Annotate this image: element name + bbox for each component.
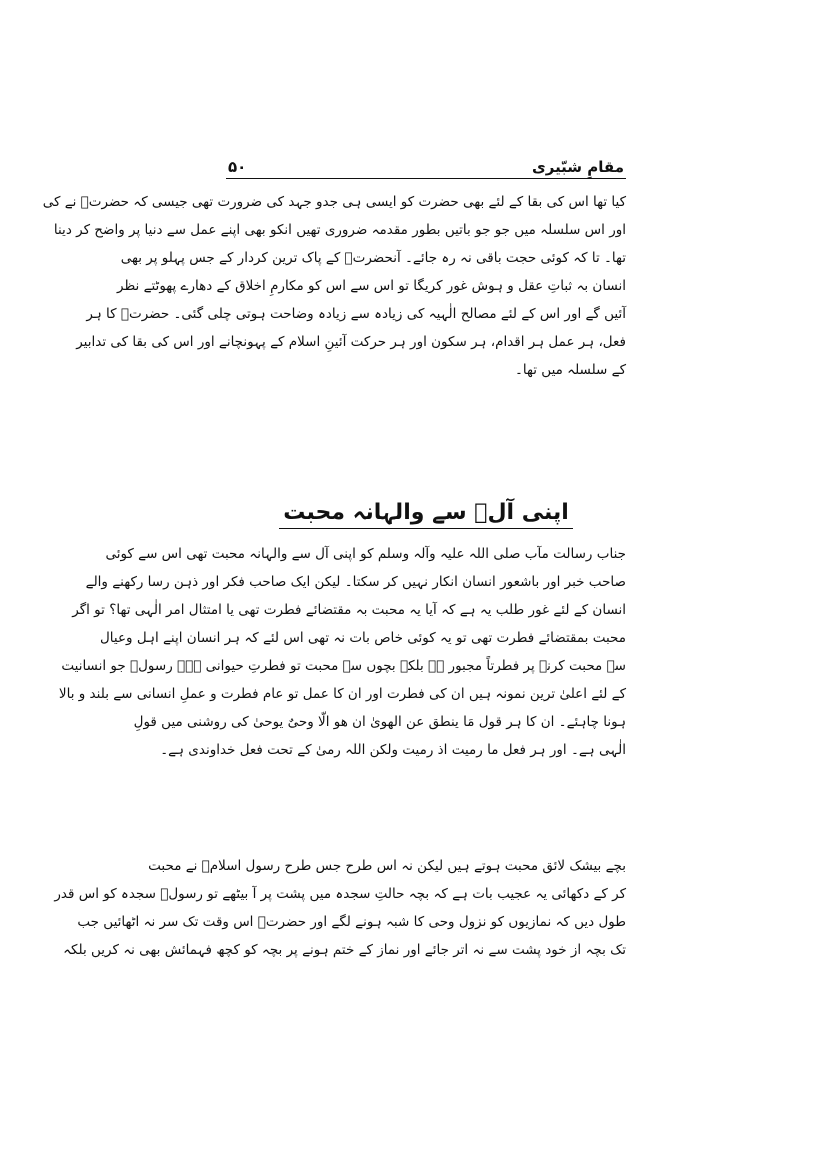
text-line: بچے بیشک لائق محبت ہوتے ہیں لیکن نہ اس طرح جس طرح رسول اسلامؐ نے محبت [148, 858, 626, 874]
header-rule [226, 178, 626, 179]
book-title: مقامِ شبّیری [531, 158, 624, 176]
text-line: اور اس سلسلہ میں جو جو باتیں بطور مقدمہ ضروری تھیں انکو بھی اپنے عمل سے دنیا پر واضح کر دینا [53, 222, 626, 238]
text-line: الٰہی ہے۔ اور ہر فعل ما رمیت اذ رمیت ولکن اللہ رمیٰ کے تحت فعل خداوندی ہے۔ [160, 742, 626, 758]
paragraph-2 [58, 540, 626, 764]
text-line: تھا۔ تا کہ کوئی حجت باقی نہ رہ جائے۔ آنحضرتؐ کے پاک ترین کردار کے جس پہلو پر بھی [120, 250, 626, 266]
text-line: محبت بمقتضائے فطرت تھی تو یہ کوئی خاص بات نہ تھی اس لئے کہ ہر انسان اپنے اہل وعیال [99, 630, 626, 646]
text-line: کر کے دکھائی یہ عجیب بات ہے کہ بچہ حالتِ سجدہ میں پشت پر آ بیٹھے تو رسولؐ سجدہ کو اس قدر [54, 886, 626, 902]
text-line: ہونا چاہئے۔ ان کا ہر قول مَا ینطق عن الھویٰ ان ھو الّا وحیٌ یوحیٰ کی روشنی میں قولِ [133, 714, 626, 730]
text-line: انسان بہ ثباتِ عقل و ہوش غور کریگا تو اس سے اس کو مکارمِ اخلاق کے دھارے پھوٹتے نظر [117, 278, 626, 294]
text-line: تک بچہ از خود پشت سے نہ اتر جائے اور نماز کے ختم ہونے پر بچہ کو کچھ فہمائش بھی نہ کریں بلکہ [63, 942, 626, 958]
text-line: کے لئے اعلیٰ ترین نمونہ ہیں ان کی فطرت اور ان کا عمل تو عام فطرت و عملِ انسانی سے بلند و بالا [58, 686, 626, 702]
text-line: کیا تھا اس کی بقا کے لئے بھی حضرت کو ایسی ہی جدو جہد کی ضرورت تھی جیسی کہ حضرتؐ نے کی [42, 194, 626, 210]
text-line: طول دیں کہ نمازیوں کو نزول وحی کا شبہ ہونے لگے اور حضرتؐ اس وقت تک سر نہ اٹھائیں جب [77, 914, 626, 930]
page-number: ۵۰ [228, 158, 247, 176]
text-line: کے سلسلہ میں تھا۔ [515, 362, 626, 378]
section-heading [226, 496, 626, 530]
text-line: صاحب خبر اور باشعور انسان انکار نہیں کر سکتا۔ لیکن ایک صاحب فکر اور ذہن رسا رکھنے والے [85, 574, 626, 590]
section-heading-text: اپنی آلؑ سے والہانہ محبت [279, 500, 573, 529]
paragraph-1 [42, 188, 626, 384]
text-line: سے محبت کرنے پر فطرتاً مجبور ہے بلکہ بچوں سے محبت تو فطرتِ حیوانی ہے۔ رسولؐ جو انسانیت [61, 658, 626, 674]
paragraph-3 [54, 852, 626, 964]
page-header [228, 148, 624, 176]
text-line: جناب رسالت مآب صلی اللہ علیہ وآلہ وسلم کو اپنی آل سے والہانہ محبت تھی اس سے کوئی [105, 546, 626, 562]
text-line: آئیں گے اور اس کے لئے مصالح الٰہیہ کی زیادہ سے زیادہ وضاحت ہوتی چلی گئی۔ حضرتؐ کا ہر [86, 306, 626, 322]
text-line: انسان کے لئے غور طلب یہ ہے کہ آیا یہ محبت بہ مقتضائے فطرت تھی یا امتثال امر الٰہی تھا؟ تو اگر [72, 602, 626, 618]
text-line: فعل، ہر عمل ہر اقدام، ہر سکون اور ہر حرکت آئینِ اسلام کے پہونچانے اور اس کی بقا کی تدابیر [76, 334, 626, 350]
